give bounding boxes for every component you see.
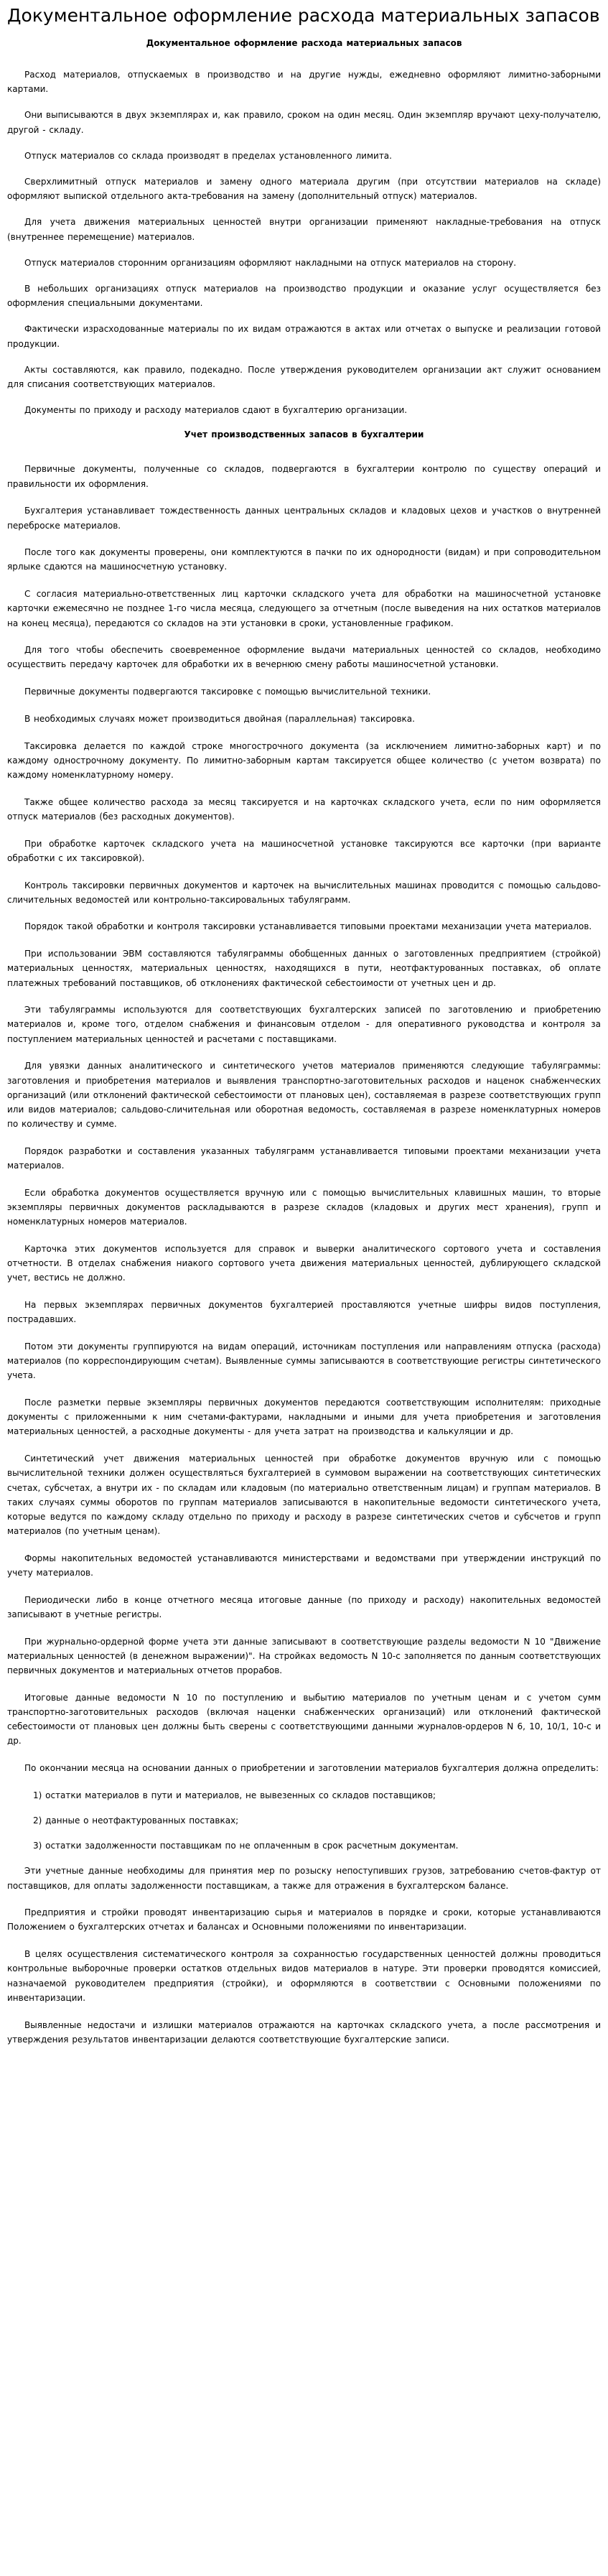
list-item: 3) остатки задолженности поставщикам по не оплаченным в срок расчетным документам. [33,1841,459,1851]
body-paragraph: Для того чтобы обеспечить своевременное оформление выдачи материальных ценностей со складов, необходимо осуществить передачу карточек для обработки их в вечернюю смену работы машиносчетной установки. [7,645,601,670]
body-paragraph: Порядок такой обработки и контроля таксировки устанавливается типовыми проектами механизации учета материалов. [24,921,592,932]
body-paragraph: В небольших организациях отпуск материалов на производство продукции и оказание услуг осуществляется без оформления специальными документами. [7,284,601,309]
page-title: Документальное оформление расхода материальных запасов [7,5,600,26]
body-paragraph: Бухгалтерия устанавливает тождественность данных центральных складов и кладовых цехов и участков о внутренней переброске материалов. [7,506,601,531]
body-paragraph: Если обработка документов осуществляется вручную или с помощью вычислительных клавишных машин, то вторые экземпляры первичных документов раскладываются в разрезе складов (кладовых и других мест хранения), групп и номенклатурных номеров материалов. [7,1187,601,1227]
section-heading-documentation: Документальное оформление расхода материальных запасов [146,38,462,48]
body-paragraph: Синтетический учет движения материальных ценностей при обработке документов вручную или с помощью вычислительной техники должен осуществляться бухгалтерией в суммовом выражении на соответствующих синтетических счетах, субсчетах, а внутри их - по складам или кладовым (по материально ответственным лицам) и группам материалов. В таких случаях суммы оборотов по группам материалов записываются в накопительные ведомости синтетического учета, которые ведутся по каждому складу отдельно по приходу и расходу в разрезе синтетических счетов и субсчетов и групп материалов (по учетным ценам). [7,1454,601,1537]
body-paragraph: Итоговые данные ведомости N 10 по поступлению и выбытию материалов по учетным ценам и с учетом сумм транспортно-заготовительных расходов (включая наценки снабженческих организаций) или отклонений фактической себестоимости от плановых цен должны быть сверены с соответствующими данными журналов-ордеров N 6, 10, 10/1, 10-с и др. [7,1692,601,1747]
body-paragraph: Документы по приходу и расходу материалов сдают в бухгалтерию организации. [24,405,408,416]
body-paragraph: Первичные документы подвергаются таксировке с помощью вычислительной техники. [24,687,431,697]
body-paragraph: По окончании месяца на основании данных о приобретении и заготовлении материалов бухгалтерия должна определить: [24,1763,599,1774]
body-paragraph: Потом эти документы группируются на видам операций, источникам поступления или направлениям отпуска (расхода) материалов (по корреспондирующим счетам). Выявленные суммы записываются в соответствующие регистры синтетического учета. [7,1341,601,1381]
body-paragraph: Они выписываются в двух экземплярах и, как правило, сроком на один месяц. Один экземпляр вручают цеху-получателю, другой - складу. [7,110,601,135]
body-paragraph: Первичные документы, полученные со складов, подвергаются в бухгалтерии контролю по существу операций и правильности их оформления. [7,464,601,489]
body-paragraph: Выявленные недостачи и излишки материалов отражаются на карточках складского учета, а после рассмотрения и утверждения результатов инвентаризации делаются соответствующие бухгалтерские записи. [7,2019,601,2045]
body-paragraph: Формы накопительных ведомостей устанавливаются министерствами и ведомствами при утверждении инструкций по учету материалов. [7,1553,601,1578]
body-paragraph: В необходимых случаях может производиться двойная (параллельная) таксировка. [24,713,415,724]
body-paragraph: С согласия материально-ответственных лиц карточки складского учета для обработки на машиносчетной установке карточки ежемесячно не позднее 1-го числа месяца, следующего за отчетным (после выведения на них остатков материалов на конец месяца), передаются со складов на эти установки в сроки, установленные графиком. [7,589,601,628]
body-paragraph: Также общее количество расхода за месяц таксируется и на карточках складского учета, если по ним оформляется отпуск материалов (без расходных документов). [7,796,601,822]
body-paragraph: Контроль таксировки первичных документов и карточек на вычислительных машинах проводится с помощью сальдово-сличительных ведомостей или контрольно-таксировальных табуляграмм. [7,880,601,905]
body-paragraph: При использовании ЭВМ составляются табуляграммы обобщенных данных о заготовленных предприятием (стройкой) материальных ценностях, материальных ценностях, находящихся в пути, неотфактурованных поставках, об оплате платежных требований поставщиков, об отклонениях фактической себестоимости от учетных цен и др. [7,949,601,988]
body-paragraph: Расход материалов, отпускаемых в производство и на другие нужды, ежедневно оформляют лимитно-заборными картами. [7,70,601,95]
body-paragraph: Карточка этих документов используется для справок и выверки аналитического сортового учета и составления отчетности. В отделах снабжения ниакого сортового учета движения материальных ценностей, дублирующего складской учет, вестись не должно. [7,1243,601,1283]
body-paragraph: В целях осуществления систематического контроля за сохранностью государственных ценностей должны проводиться контрольные выборочные проверки остатков отдельных видов материалов в натуре. Эти проверки проводятся комиссией, назначаемой руководителем предприятия (стройки), и оформляются в соответствии с Основными положениями по инвентаризации. [7,1949,601,2003]
body-paragraph: Эти учетные данные необходимы для принятия мер по розыску непоступивших грузов, затребованию счетов-фактур от поставщиков, для оплаты задолженности поставщикам, а также для отражения в бухгалтерском балансе. [7,1866,601,1891]
body-paragraph: После разметки первые экземпляры первичных документов передаются соответствующим исполнителям: приходные документы с приложенными к ним счетами-фактурами, накладными и иными для учета приобретения и заготовления материальных ценностей, а расходные документы - для учета затрат на производства и калькуляции и др. [7,1398,601,1437]
section-heading-accounting: Учет производственных запасов в бухгалтерии [184,429,424,440]
body-paragraph: Для учета движения материальных ценностей внутри организации применяют накладные-требования на отпуск (внутреннее перемещение) материалов. [7,217,601,242]
section-body-accounting [7,462,601,2046]
section-body-documentation [7,68,601,417]
body-paragraph: Эти табуляграммы используются для соответствующих бухгалтерских записей по заготовлению и приобретению материалов и, кроме того, отделом снабжения и финансовым отделом - для оперативного руководства и контроля за поступлением материальных ценностей и расчетами с поставщиками. [7,1005,601,1044]
body-paragraph: После того как документы проверены, они комплектуются в пачки по их однородности (видам) и при сопроводительном ярлыке сдаются на машиносчетную установку. [7,547,601,572]
list-item: 1) остатки материалов в пути и материалов, не вывезенных со складов поставщиков; [33,1790,436,1800]
body-paragraph: Периодически либо в конце отчетного месяца итоговые данные (по приходу и расходу) накопительных ведомостей записывают в учетные регистры. [7,1594,601,1619]
body-paragraph: Отпуск материалов со склада производят в пределах установленного лимита. [24,150,392,161]
body-paragraph: Сверхлимитный отпуск материалов и замену одного материала другим (при отсутствии материалов на складе) оформляют выпиской отдельного акта-требования на замену (дополнительный отпуск) материалов. [7,177,601,202]
body-paragraph: На первых экземплярах первичных документов бухгалтерией проставляются учетные шифры видов поступления, пострадавших. [7,1299,601,1325]
body-paragraph: При обработке карточек складского учета на машиносчетной установке таксируются все карточки (при варианте обработки с их таксировкой). [7,838,601,863]
list-item: 2) данные о неотфактурованных поставках; [33,1815,239,1826]
body-paragraph: Порядок разработки и составления указанных табуляграмм устанавливается типовыми проектами механизации учета материалов. [7,1145,601,1171]
body-paragraph: Предприятия и стройки проводят инвентаризацию сырья и материалов в порядке и сроки, которые устанавливаются Положением о бухгалтерских отчетах и балансах и Основными положениями по инвентаризации. [7,1907,601,1933]
body-paragraph: Отпуск материалов сторонним организациям оформляют накладными на отпуск материалов на сторону. [24,257,517,268]
body-paragraph: Фактически израсходованные материалы по их видам отражаются в актах или отчетах о выпуске и реализации готовой продукции. [7,324,601,349]
body-paragraph: Для увязки данных аналитического и синтетического учетов материалов применяются следующие табуляграммы: заготовления и приобретения материалов и выявления транспортно-заготовительных расходов и наценок снабженческих организаций (или отклонений фактической себестоимости от плановых цен), составляемая в разрезе соответствующих групп или видов материалов; сальдово-сличительная или оборотная ведомость, составляемая в разрезе номенклатурных номеров по количеству и сумме. [7,1061,601,1130]
body-paragraph: При журнально-ордерной форме учета эти данные записывают в соответствующие разделы ведомости N 10 "Движение материальных ценностей (в денежном выражении)". На стройках ведомость N 10-с заполняется по данным соответствующих первичных документов и материальных отчетов прорабов. [7,1636,601,1676]
body-paragraph: Акты составляются, как правило, подекадно. После утверждения руководителем организации акт служит основанием для списания соответствующих материалов. [7,364,601,390]
body-paragraph: Таксировка делается по каждой строке многострочного документа (за исключением лимитно-заборных карт) и по каждому однострочному документу. По лимитно-заборным картам таксируется общее количество (с учетом возврата) по каждому номенклатурному номеру. [7,740,601,780]
